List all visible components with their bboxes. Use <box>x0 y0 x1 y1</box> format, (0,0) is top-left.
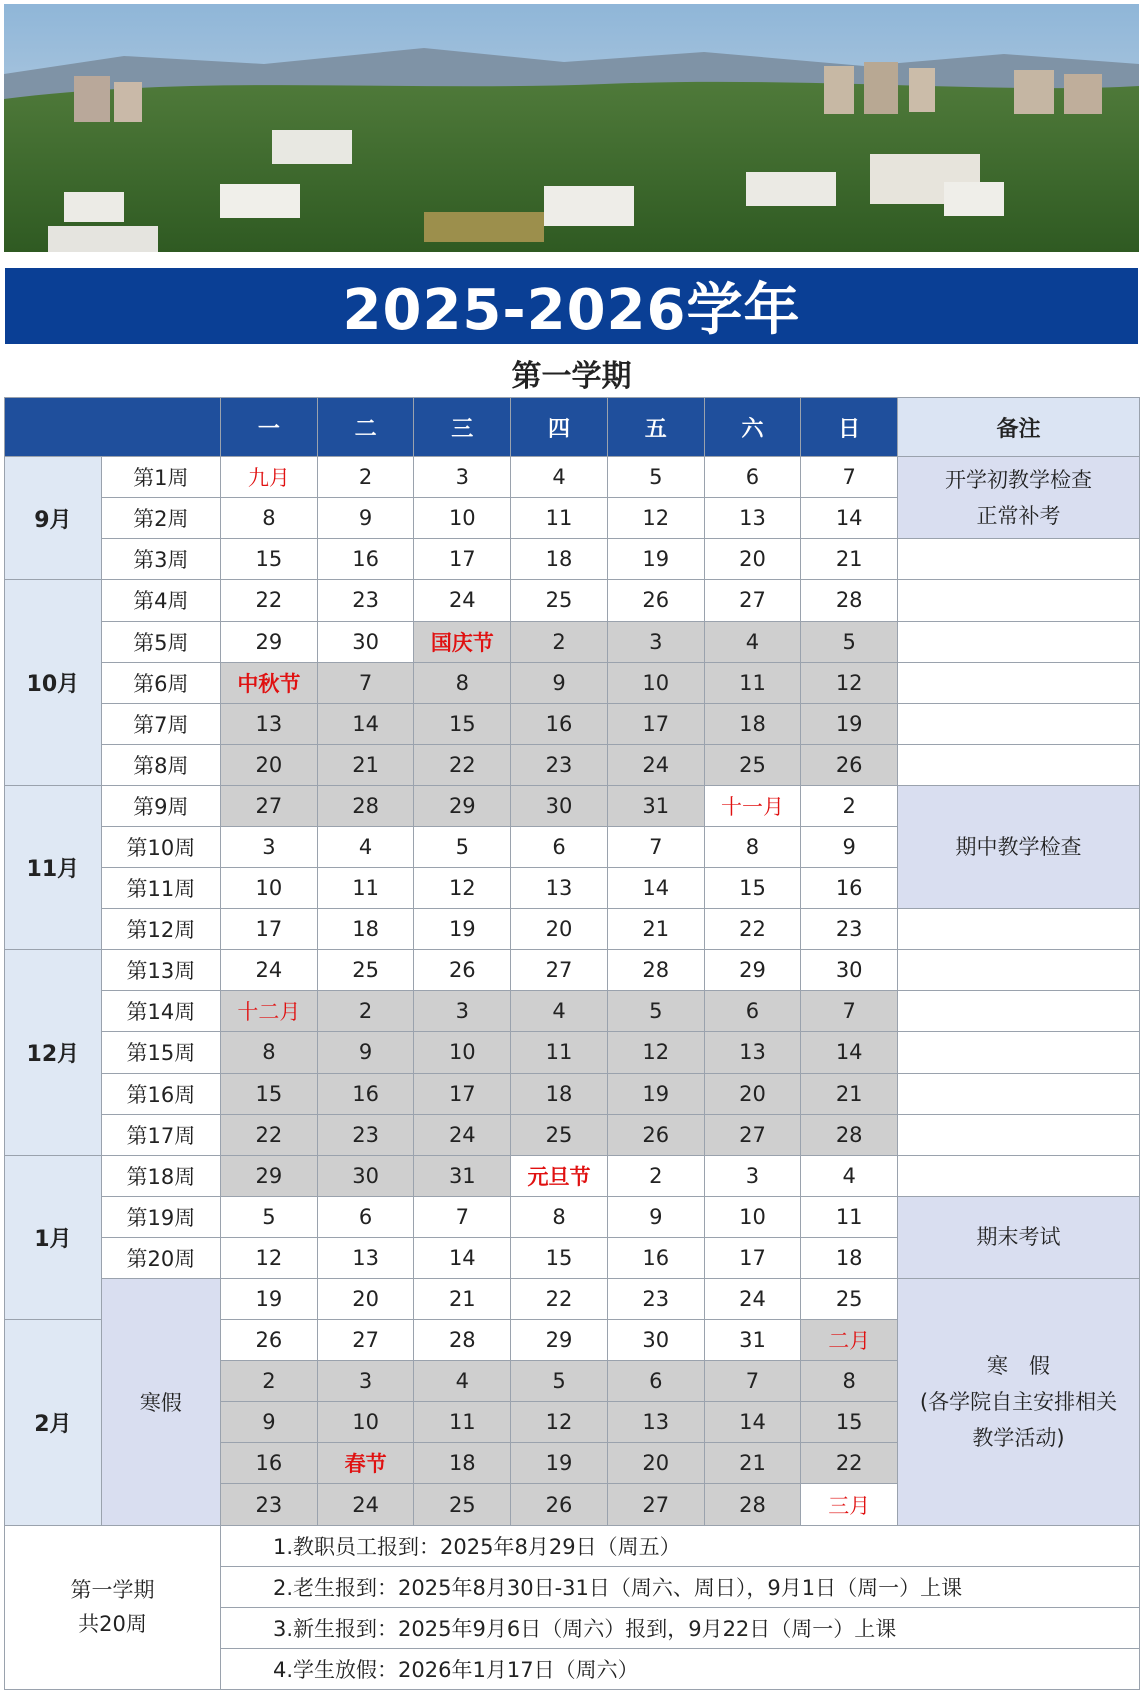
week-row <box>5 1073 1140 1114</box>
day-cell: 30 <box>317 1155 414 1196</box>
day-cell: 8 <box>221 1032 318 1073</box>
month-start-cell: 十二月 <box>221 991 318 1032</box>
remark-cell <box>898 785 1140 908</box>
day-cell: 3 <box>414 991 511 1032</box>
day-cell: 27 <box>221 785 318 826</box>
day-cell: 8 <box>511 1196 608 1237</box>
day-cell: 7 <box>704 1361 801 1402</box>
day-cell: 16 <box>607 1237 704 1278</box>
week-label: 第18周 <box>101 1155 220 1196</box>
day-cell: 28 <box>704 1484 801 1525</box>
month-label: 11月 <box>5 785 102 949</box>
day-cell: 7 <box>801 457 898 498</box>
day-cell: 30 <box>511 785 608 826</box>
remark-text: 寒 假 <box>987 1353 1051 1378</box>
day-cell: 19 <box>607 539 704 580</box>
week-row <box>5 909 1140 950</box>
month-start-cell: 二月 <box>801 1320 898 1361</box>
day-cell: 29 <box>221 1155 318 1196</box>
day-cell: 23 <box>607 1279 704 1320</box>
month-label: 9月 <box>5 457 102 580</box>
day-cell: 5 <box>607 457 704 498</box>
day-cell: 27 <box>317 1320 414 1361</box>
day-cell: 10 <box>414 498 511 539</box>
week-label: 第1周 <box>101 457 220 498</box>
day-cell: 5 <box>607 991 704 1032</box>
academic-year-title: 2025-2026学年 <box>342 278 801 343</box>
day-cell: 4 <box>704 621 801 662</box>
day-cell: 2 <box>511 621 608 662</box>
week-row <box>5 991 1140 1032</box>
week-label: 第14周 <box>101 991 220 1032</box>
week-row <box>5 744 1140 785</box>
week-label: 第11周 <box>101 868 220 909</box>
day-cell: 16 <box>317 539 414 580</box>
month-start-cell: 十一月 <box>704 785 801 826</box>
day-cell: 18 <box>317 909 414 950</box>
day-cell: 25 <box>511 1114 608 1155</box>
day-cell: 2 <box>221 1361 318 1402</box>
week-row <box>5 1196 1140 1237</box>
month-label: 10月 <box>5 580 102 785</box>
week-label: 第6周 <box>101 662 220 703</box>
day-cell: 20 <box>607 1443 704 1484</box>
day-cell: 14 <box>801 1032 898 1073</box>
summary-item: 2.老生报到：2025年8月30日-31日（周六、周日），9月1日（周一）上课 <box>221 1566 1140 1607</box>
week-row <box>5 662 1140 703</box>
week-label: 第4周 <box>101 580 220 621</box>
day-cell: 12 <box>511 1402 608 1443</box>
day-cell: 10 <box>607 662 704 703</box>
remark-cell <box>898 1114 1140 1155</box>
day-cell: 25 <box>511 580 608 621</box>
day-cell: 4 <box>511 991 608 1032</box>
day-cell: 10 <box>317 1402 414 1443</box>
day-cell: 30 <box>607 1320 704 1361</box>
holiday-cell: 元旦节 <box>511 1155 608 1196</box>
academic-year-banner <box>5 268 1138 344</box>
day-cell: 3 <box>607 621 704 662</box>
remark-cell <box>898 539 1140 580</box>
month-label: 1月 <box>5 1155 102 1319</box>
weekday-header: 二 <box>317 398 414 457</box>
remark-cell <box>898 662 1140 703</box>
holiday-cell: 中秋节 <box>221 662 318 703</box>
day-cell: 26 <box>607 580 704 621</box>
week-row <box>5 580 1140 621</box>
remark-cell <box>898 1196 1140 1278</box>
week-label: 第13周 <box>101 950 220 991</box>
week-row <box>5 950 1140 991</box>
day-cell: 18 <box>511 1073 608 1114</box>
day-cell: 18 <box>414 1443 511 1484</box>
day-cell: 23 <box>221 1484 318 1525</box>
day-cell: 24 <box>317 1484 414 1525</box>
day-cell: 9 <box>221 1402 318 1443</box>
day-cell: 23 <box>511 744 608 785</box>
term-title: 第一学期 <box>511 359 632 394</box>
day-cell: 28 <box>317 785 414 826</box>
remark-cell <box>898 580 1140 621</box>
day-cell: 2 <box>317 991 414 1032</box>
day-cell: 5 <box>414 826 511 867</box>
week-row <box>5 1155 1140 1196</box>
day-cell: 18 <box>704 703 801 744</box>
day-cell: 6 <box>511 826 608 867</box>
remark-text: 开学初教学检查 <box>945 467 1093 492</box>
day-cell: 21 <box>801 539 898 580</box>
remark-text: 期末考试 <box>976 1225 1061 1250</box>
month-label: 12月 <box>5 950 102 1155</box>
day-cell: 13 <box>704 1032 801 1073</box>
day-cell: 3 <box>221 826 318 867</box>
holiday-cell: 国庆节 <box>414 621 511 662</box>
holiday-cell: 春节 <box>317 1443 414 1484</box>
day-cell: 12 <box>801 662 898 703</box>
day-cell: 25 <box>801 1279 898 1320</box>
day-cell: 24 <box>607 744 704 785</box>
winter-break-label: 寒假 <box>101 1279 220 1526</box>
day-cell: 3 <box>414 457 511 498</box>
day-cell: 22 <box>414 744 511 785</box>
week-label: 第10周 <box>101 826 220 867</box>
day-cell: 15 <box>704 868 801 909</box>
day-cell: 12 <box>607 1032 704 1073</box>
day-cell: 22 <box>221 1114 318 1155</box>
day-cell: 28 <box>414 1320 511 1361</box>
day-cell: 11 <box>414 1402 511 1443</box>
day-cell: 24 <box>414 1114 511 1155</box>
day-cell: 19 <box>607 1073 704 1114</box>
day-cell: 22 <box>801 1443 898 1484</box>
term-summary-line: 第一学期 <box>70 1578 155 1603</box>
week-row <box>5 539 1140 580</box>
week-label: 第15周 <box>101 1032 220 1073</box>
day-cell: 27 <box>511 950 608 991</box>
remark-text: 正常补考 <box>976 503 1061 528</box>
summary-item: 3.新生报到：2025年9月6日（周六）报到，9月22日（周一）上课 <box>221 1607 1140 1648</box>
day-cell: 4 <box>317 826 414 867</box>
day-cell: 17 <box>704 1237 801 1278</box>
weekday-header: 日 <box>801 398 898 457</box>
day-cell: 26 <box>221 1320 318 1361</box>
day-cell: 29 <box>414 785 511 826</box>
day-cell: 19 <box>801 703 898 744</box>
day-cell: 7 <box>801 991 898 1032</box>
day-cell: 28 <box>801 580 898 621</box>
day-cell: 12 <box>221 1237 318 1278</box>
day-cell: 2 <box>317 457 414 498</box>
day-cell: 10 <box>704 1196 801 1237</box>
day-cell: 29 <box>511 1320 608 1361</box>
remark-cell <box>898 744 1140 785</box>
day-cell: 29 <box>704 950 801 991</box>
day-cell: 17 <box>607 703 704 744</box>
day-cell: 九月 <box>221 457 318 498</box>
remark-text: 期中教学检查 <box>955 835 1082 860</box>
remark-text: (各学院自主安排相关 <box>919 1389 1118 1414</box>
day-cell: 26 <box>414 950 511 991</box>
day-cell: 21 <box>801 1073 898 1114</box>
day-cell: 11 <box>704 662 801 703</box>
day-cell: 15 <box>801 1402 898 1443</box>
day-cell: 14 <box>607 868 704 909</box>
day-cell: 20 <box>511 909 608 950</box>
remark-cell <box>898 909 1140 950</box>
day-cell: 13 <box>317 1237 414 1278</box>
day-cell: 13 <box>704 498 801 539</box>
day-cell: 10 <box>221 868 318 909</box>
day-cell: 12 <box>607 498 704 539</box>
weekday-header: 一 <box>221 398 318 457</box>
week-label: 第9周 <box>101 785 220 826</box>
day-cell: 25 <box>317 950 414 991</box>
day-cell: 31 <box>704 1320 801 1361</box>
day-cell: 18 <box>801 1237 898 1278</box>
week-label: 第5周 <box>101 621 220 662</box>
day-cell: 21 <box>317 744 414 785</box>
day-cell: 13 <box>221 703 318 744</box>
day-cell: 11 <box>801 1196 898 1237</box>
day-cell: 15 <box>221 1073 318 1114</box>
day-cell: 5 <box>801 621 898 662</box>
day-cell: 5 <box>511 1361 608 1402</box>
day-cell: 19 <box>414 909 511 950</box>
day-cell: 28 <box>801 1114 898 1155</box>
day-cell: 29 <box>221 621 318 662</box>
day-cell: 6 <box>607 1361 704 1402</box>
day-cell: 30 <box>801 950 898 991</box>
day-cell: 14 <box>317 703 414 744</box>
week-row <box>5 457 1140 498</box>
week-label: 第17周 <box>101 1114 220 1155</box>
day-cell: 17 <box>221 909 318 950</box>
day-cell: 24 <box>704 1279 801 1320</box>
day-cell: 8 <box>221 498 318 539</box>
weekday-header: 六 <box>704 398 801 457</box>
month-start-cell: 三月 <box>801 1484 898 1525</box>
day-cell: 20 <box>704 1073 801 1114</box>
day-cell: 20 <box>704 539 801 580</box>
day-cell: 21 <box>414 1279 511 1320</box>
week-row <box>5 621 1140 662</box>
day-cell: 26 <box>607 1114 704 1155</box>
week-label: 第2周 <box>101 498 220 539</box>
day-cell: 23 <box>801 909 898 950</box>
remark-header: 备注 <box>898 398 1140 457</box>
term-summary-label <box>5 1525 221 1689</box>
remark-cell <box>898 1032 1140 1073</box>
day-cell: 31 <box>607 785 704 826</box>
day-cell: 14 <box>801 498 898 539</box>
day-cell: 20 <box>317 1279 414 1320</box>
day-cell: 21 <box>607 909 704 950</box>
summary-row <box>5 1525 1140 1566</box>
week-label: 第20周 <box>101 1237 220 1278</box>
day-cell: 24 <box>221 950 318 991</box>
day-cell: 10 <box>414 1032 511 1073</box>
summary-item: 1.教职员工报到：2025年8月29日（周五） <box>221 1525 1140 1566</box>
day-cell: 2 <box>607 1155 704 1196</box>
day-cell: 15 <box>221 539 318 580</box>
day-cell: 27 <box>704 580 801 621</box>
day-cell: 11 <box>317 868 414 909</box>
day-cell: 17 <box>414 1073 511 1114</box>
term-summary-line: 共20周 <box>78 1612 147 1637</box>
day-cell: 4 <box>511 457 608 498</box>
day-cell: 26 <box>511 1484 608 1525</box>
day-cell: 13 <box>511 868 608 909</box>
day-cell: 6 <box>317 1196 414 1237</box>
day-cell: 31 <box>414 1155 511 1196</box>
day-cell: 14 <box>704 1402 801 1443</box>
week-row <box>5 785 1140 826</box>
day-cell: 4 <box>414 1361 511 1402</box>
day-cell: 2 <box>801 785 898 826</box>
week-label: 第12周 <box>101 909 220 950</box>
remark-cell <box>898 991 1140 1032</box>
day-cell: 24 <box>414 580 511 621</box>
week-label: 第16周 <box>101 1073 220 1114</box>
day-cell: 7 <box>607 826 704 867</box>
day-cell: 17 <box>414 539 511 580</box>
week-label: 第3周 <box>101 539 220 580</box>
remark-cell <box>898 1155 1140 1196</box>
weekday-header: 五 <box>607 398 704 457</box>
day-cell: 11 <box>511 498 608 539</box>
day-cell: 28 <box>607 950 704 991</box>
day-cell: 23 <box>317 1114 414 1155</box>
day-cell: 7 <box>317 662 414 703</box>
weekday-header: 三 <box>414 398 511 457</box>
remark-cell <box>898 1279 1140 1526</box>
day-cell: 30 <box>317 621 414 662</box>
day-cell: 3 <box>704 1155 801 1196</box>
day-cell: 11 <box>511 1032 608 1073</box>
week-row <box>5 1032 1140 1073</box>
day-cell: 7 <box>414 1196 511 1237</box>
day-cell: 25 <box>414 1484 511 1525</box>
day-cell: 19 <box>511 1443 608 1484</box>
term-title-row <box>0 351 1143 395</box>
week-row <box>5 1279 1140 1320</box>
day-cell: 22 <box>221 580 318 621</box>
day-cell: 27 <box>607 1484 704 1525</box>
academic-calendar-table <box>4 397 1140 1690</box>
day-cell: 8 <box>414 662 511 703</box>
day-cell: 23 <box>317 580 414 621</box>
day-cell: 9 <box>801 826 898 867</box>
week-label: 第8周 <box>101 744 220 785</box>
day-cell: 22 <box>511 1279 608 1320</box>
day-cell: 8 <box>704 826 801 867</box>
campus-aerial-banner <box>4 4 1139 252</box>
day-cell: 20 <box>221 744 318 785</box>
summary-item: 4.学生放假：2026年1月17日（周六） <box>221 1648 1140 1689</box>
day-cell: 16 <box>221 1443 318 1484</box>
day-cell: 22 <box>704 909 801 950</box>
remark-cell <box>898 950 1140 991</box>
day-cell: 4 <box>801 1155 898 1196</box>
day-cell: 16 <box>511 703 608 744</box>
day-cell: 19 <box>221 1279 318 1320</box>
remark-cell <box>898 703 1140 744</box>
weekday-header: 四 <box>511 398 608 457</box>
day-cell: 18 <box>511 539 608 580</box>
day-cell: 14 <box>414 1237 511 1278</box>
remark-cell <box>898 1073 1140 1114</box>
remark-cell <box>898 621 1140 662</box>
day-cell: 9 <box>607 1196 704 1237</box>
day-cell: 15 <box>511 1237 608 1278</box>
week-row <box>5 703 1140 744</box>
day-cell: 12 <box>414 868 511 909</box>
day-cell: 8 <box>801 1361 898 1402</box>
day-cell: 13 <box>607 1402 704 1443</box>
day-cell: 27 <box>704 1114 801 1155</box>
day-cell: 9 <box>317 1032 414 1073</box>
day-cell: 16 <box>317 1073 414 1114</box>
week-label: 第19周 <box>101 1196 220 1237</box>
table-header-row <box>5 398 1140 457</box>
day-cell: 16 <box>801 868 898 909</box>
day-cell: 15 <box>414 703 511 744</box>
week-row <box>5 1114 1140 1155</box>
remark-cell <box>898 457 1140 539</box>
header-blank-cell <box>5 398 221 457</box>
remark-text: 教学活动) <box>972 1425 1065 1450</box>
day-cell: 3 <box>317 1361 414 1402</box>
day-cell: 6 <box>704 457 801 498</box>
day-cell: 9 <box>317 498 414 539</box>
week-label: 第7周 <box>101 703 220 744</box>
day-cell: 6 <box>704 991 801 1032</box>
day-cell: 26 <box>801 744 898 785</box>
month-label: 2月 <box>5 1320 102 1525</box>
day-cell: 21 <box>704 1443 801 1484</box>
day-cell: 5 <box>221 1196 318 1237</box>
day-cell: 9 <box>511 662 608 703</box>
day-cell: 25 <box>704 744 801 785</box>
